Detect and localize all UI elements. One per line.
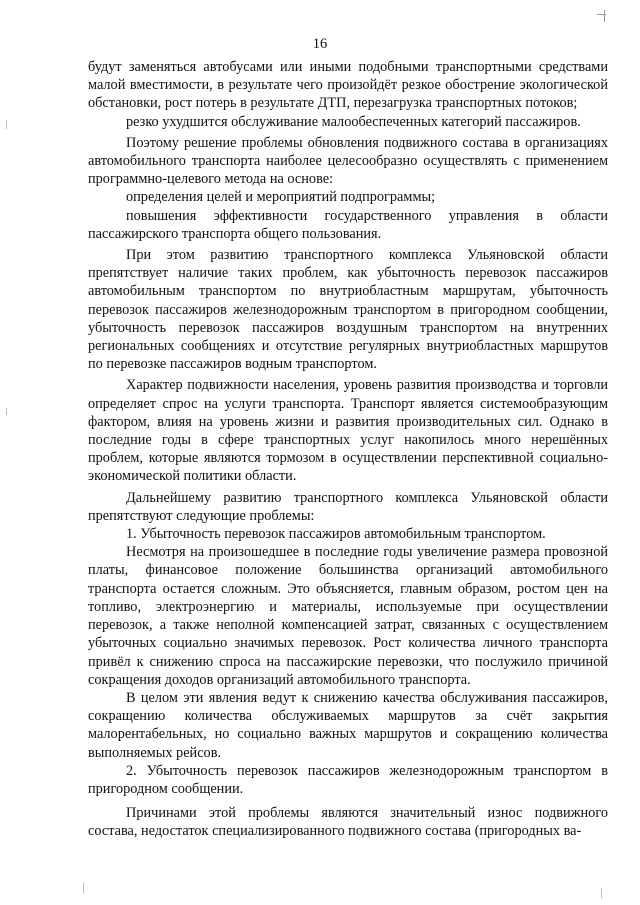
paragraph: Поэтому решение проблемы обновления подвижного состава в организациях автомобильного транспорта наиболее целесообразно осуществлять с применением программно-целевого метода на основе: [88,134,608,188]
page-number: 16 [312,36,328,52]
scan-mark [83,883,84,893]
paragraph: будут заменяться автобусами или иными подобными транспортными средствами малой вместимости, в результате чего произойдёт резкое обострение экологической обстановки, рост потерь в результате ДТП, перезагрузка транспортных потоков; [88,59,608,112]
paragraph: При этом развитию транспортного комплекса Ульяновской области препятствует наличие таких проблем, как убыточность перевозок пассажиров автомобильным транспортом по внутриобластным маршрутам, убыточность перевозок пассажиров железнодорожным транспортом в пригородном сообщении, убыточность перевозок пассажиров воздушным транспортом на внутренних региональных сообщениях и отсутствие регулярных внутриобластных маршрутов по перевозке пассажиров водным транспортом. [88,247,608,373]
paragraph: резко ухудшится обслуживание малообеспеченных категорий пассажиров. [126,113,581,130]
document-body [88,58,608,841]
paragraph: В целом эти явления ведут к снижению качества обслуживания пассажиров, сокращению количества обслуживаемых маршрутов за счёт закрытия малорентабельных, но социально важных маршрутов и сокращению количества выполняемых рейсов. [88,689,608,761]
paragraph: Причинами этой проблемы являются значительный износ подвижного состава, недостаток специализированного подвижного состава (пригородных ва- [88,805,608,840]
scan-mark [597,14,606,15]
paragraph: Характер подвижности населения, уровень развития производства и торговли определяет спрос на услуги транспорта. Транспорт является системообразующим фактором, влияя на уровень жизни и развития производительных сил. Однако в последние годы в сфере транспортных услуг накопилось много нерешённых проблем, которые являются тормозом в осуществлении перспективной социально-экономической политики области. [88,377,608,485]
scan-mark [6,120,7,129]
scan-mark [6,408,7,415]
scan-mark [601,888,602,898]
paragraph: повышения эффективности государственного управления в области пассажирского транспорта общего пользования. [88,207,608,242]
scan-mark [604,10,605,22]
paragraph: Несмотря на произошедшее в последние годы увеличение размера провозной платы, финансовое положение большинства организаций автомобильного транспорта остается сложным. Это объясняется, главным образом, ростом цен на топливо, электроэнергию и материалы, используемые при осуществлении перевозок, а также неполной компенсацией затрат, связанных с осуществлением убыточных социально значимых перевозок. Рост количества личного транспорта привёл к снижению спроса на пассажирские перевозки, что послужило причиной сокращения доходов организаций автомобильного транспорта. [88,544,608,688]
paragraph: Дальнейшему развитию транспортного комплекса Ульяновской области препятствуют следующие проблемы: [88,489,608,524]
section-heading: 1. Убыточность перевозок пассажиров автомобильным транспортом. [126,526,546,543]
paragraph: определения целей и мероприятий подпрограммы; [126,189,436,206]
section-heading: 2. Убыточность перевозок пассажиров железнодорожным транспортом в пригородном сообщении. [88,762,608,797]
